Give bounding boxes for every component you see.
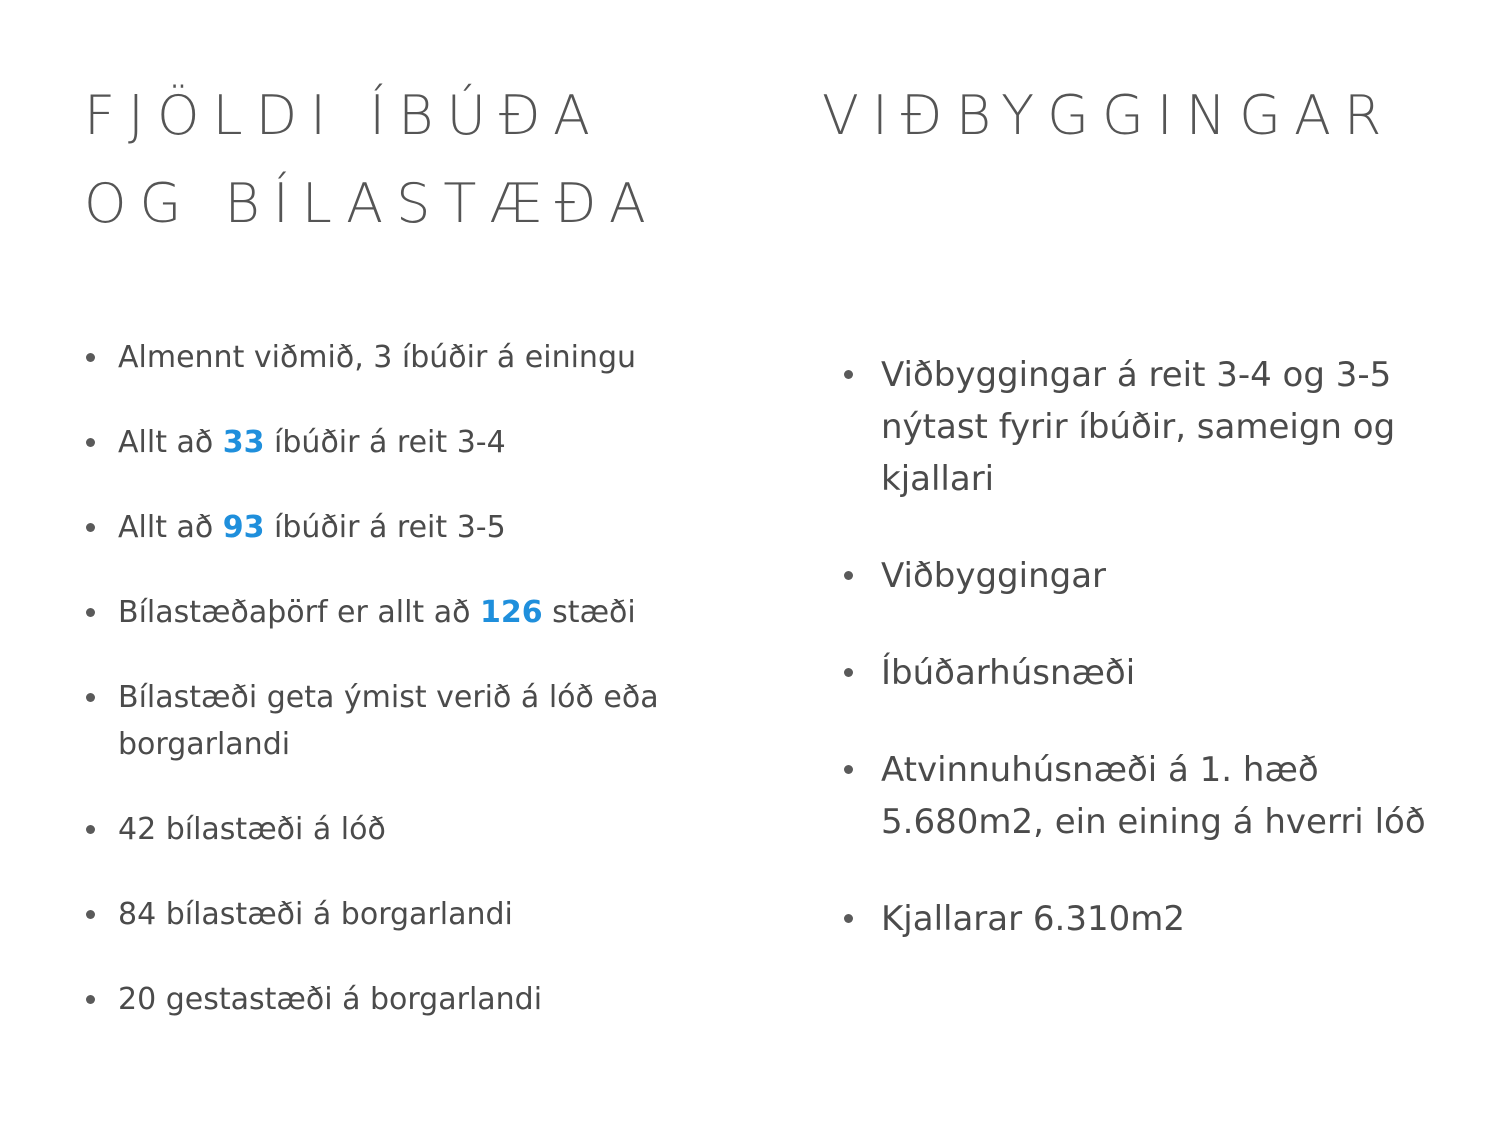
list-item xyxy=(84,674,704,768)
bullet-icon xyxy=(86,438,95,447)
left-title xyxy=(84,72,659,248)
list-item-text-line2: nýtast fyrir íbúðir, sameign og xyxy=(881,407,1396,447)
list-item-text: Íbúðarhúsnæði xyxy=(881,653,1136,693)
list-item-text: Almennt viðmið, 3 íbúðir á einingu xyxy=(118,340,636,375)
list-item-text: Viðbyggingar xyxy=(881,556,1107,596)
list-item-text-pre: Allt að xyxy=(118,425,223,460)
list-item xyxy=(822,349,1462,505)
bullet-icon xyxy=(86,825,95,834)
list-item-text-line2: 5.680m2, ein eining á hverri lóð xyxy=(881,802,1426,842)
list-item xyxy=(822,744,1462,848)
bullet-icon xyxy=(86,353,95,362)
bullet-icon xyxy=(844,765,853,774)
list-item xyxy=(84,504,704,551)
bullet-icon xyxy=(844,370,853,379)
bullet-icon xyxy=(86,608,95,617)
left-bullet-list xyxy=(84,334,704,1061)
list-item xyxy=(84,891,704,938)
right-bullet-list xyxy=(822,349,1462,990)
bullet-icon xyxy=(86,995,95,1004)
bullet-icon xyxy=(844,668,853,677)
list-item-text-post: stæði xyxy=(542,595,636,630)
list-item-text-line3: kjallari xyxy=(881,459,995,499)
list-item xyxy=(84,419,704,466)
list-item-text-line1: Viðbyggingar á reit 3-4 og 3-5 xyxy=(881,355,1392,395)
list-item-text-pre: Allt að xyxy=(118,510,223,545)
list-item xyxy=(822,893,1462,945)
highlight-number: 93 xyxy=(222,510,265,545)
list-item xyxy=(822,550,1462,602)
bullet-icon xyxy=(844,914,853,923)
highlight-number: 33 xyxy=(222,425,265,460)
list-item xyxy=(84,334,704,381)
left-title-line1: FJÖLDI ÍBÚÐA xyxy=(84,84,603,147)
bullet-icon xyxy=(844,571,853,580)
list-item-text: 84 bílastæði á borgarlandi xyxy=(118,897,513,932)
list-item-text: 20 gestastæði á borgarlandi xyxy=(118,982,543,1017)
list-item xyxy=(84,806,704,853)
list-item-text-line2: borgarlandi xyxy=(118,727,291,762)
bullet-icon xyxy=(86,910,95,919)
list-item-text-line1: Atvinnuhúsnæði á 1. hæð xyxy=(881,750,1319,790)
bullet-icon xyxy=(86,523,95,532)
list-item-text: Kjallarar 6.310m2 xyxy=(881,899,1185,939)
list-item-text-post: íbúðir á reit 3-5 xyxy=(264,510,506,545)
list-item xyxy=(84,976,704,1023)
list-item xyxy=(822,647,1462,699)
list-item xyxy=(84,589,704,636)
list-item-text: 42 bílastæði á lóð xyxy=(118,812,386,847)
left-title-line2: OG BÍLASTÆÐA xyxy=(84,172,659,235)
bullet-icon xyxy=(86,693,95,702)
highlight-number: 126 xyxy=(480,595,543,630)
list-item-text-post: íbúðir á reit 3-4 xyxy=(264,425,506,460)
right-title: VIÐBYGGINGAR xyxy=(822,84,1395,147)
list-item-text-pre: Bílastæðaþörf er allt að xyxy=(118,595,481,630)
list-item-text-line1: Bílastæði geta ýmist verið á lóð eða xyxy=(118,680,659,715)
